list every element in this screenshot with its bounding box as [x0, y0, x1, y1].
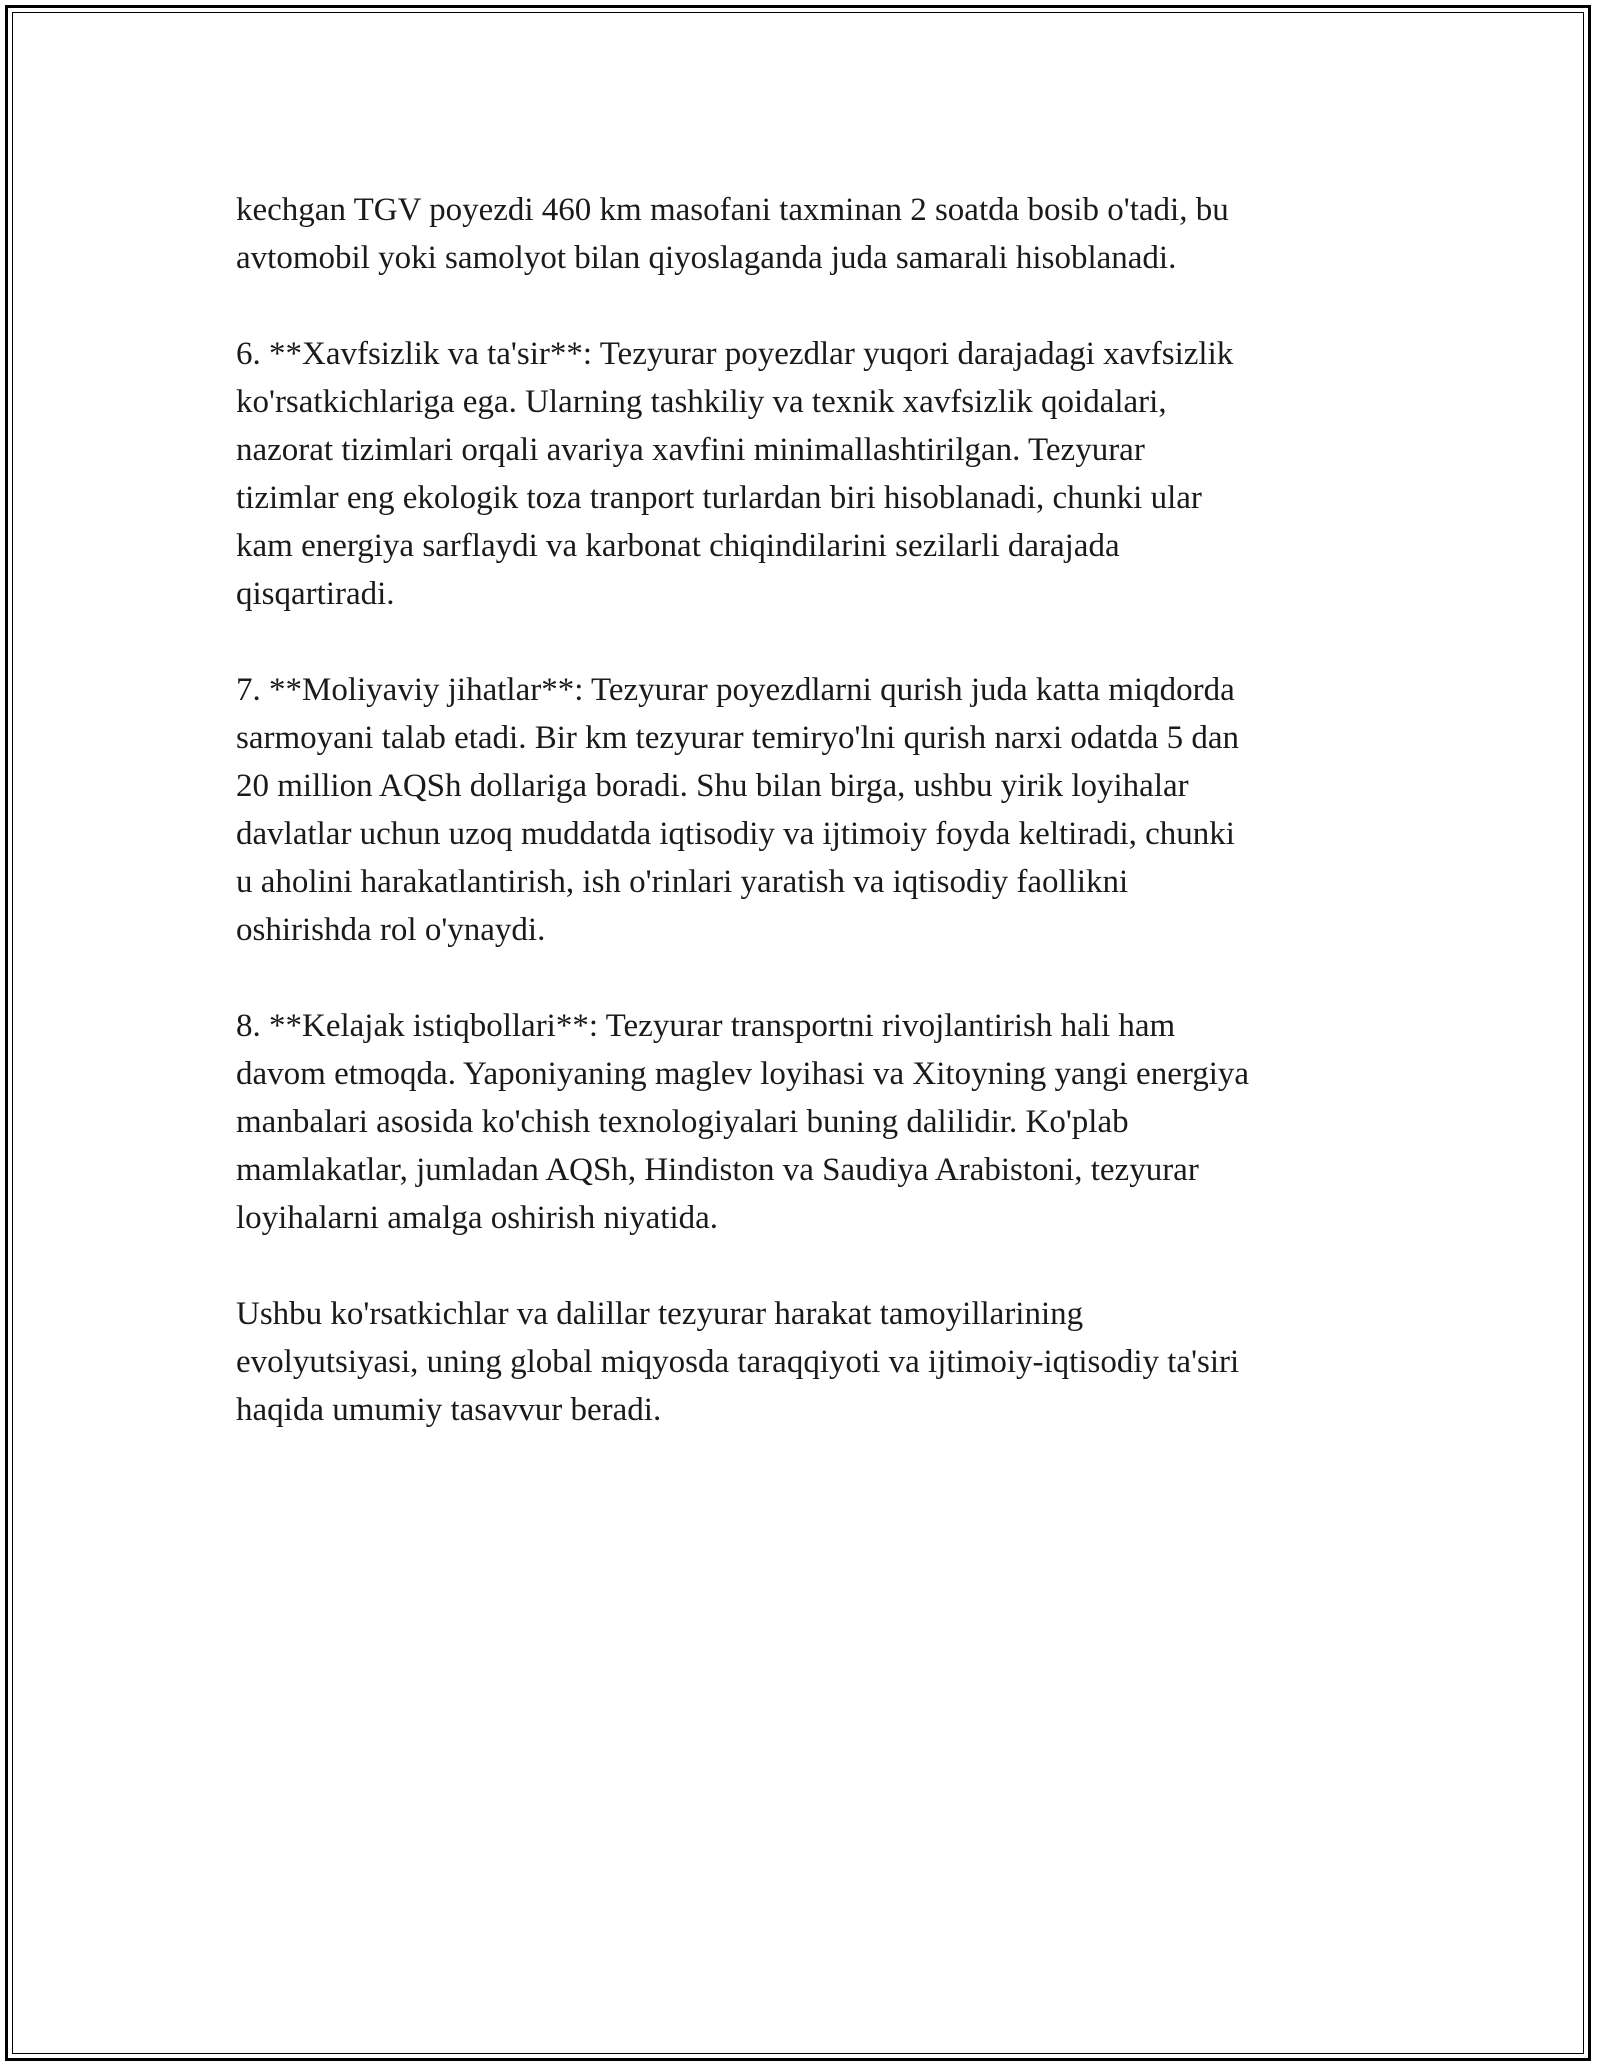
paragraph-financial-aspects: 7. **Moliyaviy jihatlar**: Tezyurar poyezdlarni qurish juda katta miqdorda sarmoyani talab etadi. Bir km tezyurar temiryo'lni qurish narxi odatda 5 dan 20 million AQSh dollariga boradi. Shu bilan birga, ushbu yirik loyihalar davlatlar uchun uzoq muddatda iqtisodiy va ijtimoiy foyda keltiradi, chunki u aholini harakatlantirish, ish o'rinlari yaratish va iqtisodiy faollikni oshirishda rol o'ynaydi. [236, 672, 1239, 948]
paragraph-future-prospects: 8. **Kelajak istiqbollari**: Tezyurar transportni rivojlantirish hali ham davom etmoqda. Yaponiyaning maglev loyihasi va Xitoyning yangi energiya manbalari asosida ko'chish texnologiyalari buning dalilidir. Ko'plab mamlakatlar, jumladan AQSh, Hindiston va Saudiya Arabistoni, tezyurar loyihalarni amalga oshirish niyatida. [236, 1008, 1250, 1236]
paragraph-tgv-continuation: kechgan TGV poyezdi 460 km masofani taxminan 2 soatda bosib o'tadi, bu avtomobil yoki samolyot bilan qiyoslaganda juda samarali hisoblanadi. [236, 192, 1229, 276]
document-body [236, 186, 1396, 1482]
paragraph-safety-impact: 6. **Xavfsizlik va ta'sir**: Tezyurar poyezdlar yuqori darajadagi xavfsizlik ko'rsatkichlariga ega. Ularning tashkiliy va texnik xavfsizlik qoidalari, nazorat tizimlari orqali avariya xavfini minimallashtirilgan. Tezyurar tizimlar eng ekologik toza tranport turlardan biri hisoblanadi, chunki ular kam energiya sarflaydi va karbonat chiqindilarini sezilarli darajada qisqartiradi. [236, 336, 1234, 612]
paragraph-conclusion: Ushbu ko'rsatkichlar va dalillar tezyurar harakat tamoyillarining evolyutsiyasi, uning global miqyosda taraqqiyoti va ijtimoiy-iqtisodiy ta'siri haqida umumiy tasavvur beradi. [236, 1296, 1240, 1428]
